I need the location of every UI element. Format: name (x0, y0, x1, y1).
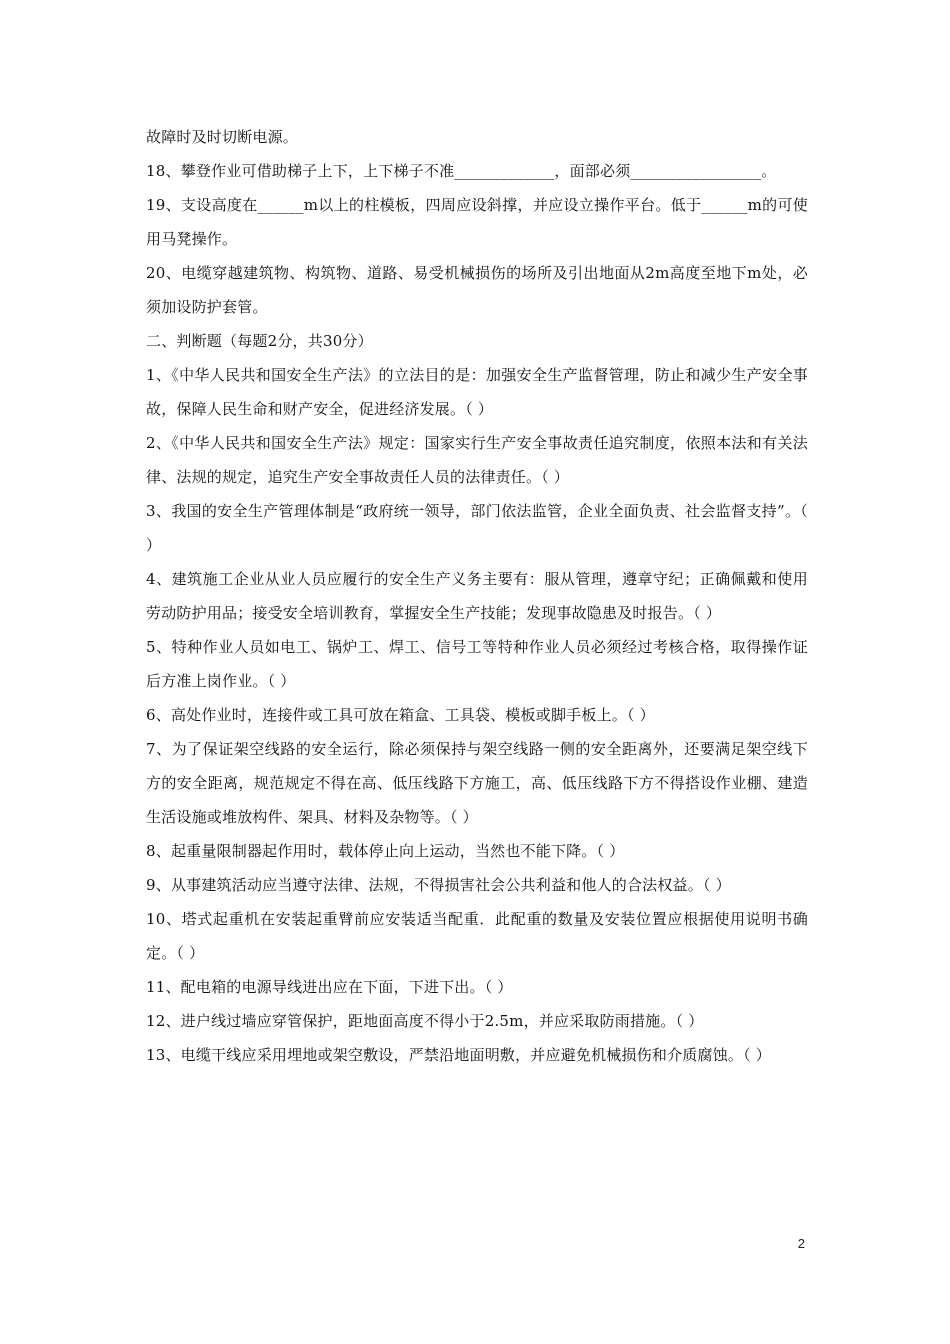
judgment-13: 13、电缆干线应采用埋地或架空敷设，严禁沿地面明敷，并应避免机械损伤和介质腐蚀。（ ） (146, 1046, 771, 1064)
judgment-11: 11、配电箱的电源导线进出应在下面，下进下出。（ ） (146, 978, 513, 996)
judgment-7: 7、为了保证架空线路的安全运行，除必须保持与架空线路一侧的安全距离外，还要满足架空线下方的安全距离，规范规定不得在高、低压线路下方施工，高、低压线路下方不得搭设作业棚、建造生活设施或堆放构件、架具、材料及杂物等。（ ） (146, 740, 808, 826)
judgment-8: 8、起重量限制器起作用时，载体停止向上运动，当然也不能下降。（ ） (146, 842, 625, 860)
judgment-2: 2、《中华人民共和国安全生产法》规定：国家实行生产安全事故责任追究制度，依照本法和有关法律、法规的规定，追究生产安全事故责任人员的法律责任。（ ） (146, 434, 808, 486)
section-heading: 二、判断题（每题2分，共30分） (146, 332, 373, 350)
judgment-1: 1、《中华人民共和国安全生产法》的立法目的是：加强安全生产监督管理，防止和减少生产安全事故，保障人民生命和财产安全，促进经济发展。（ ） (146, 366, 808, 418)
judgment-9: 9、从事建筑活动应当遵守法律、法规，不得损害社会公共利益和他人的合法权益。（ ） (146, 876, 731, 894)
question-18: 18、攀登作业可借助梯子上下，上下梯子不准_____________，面部必须_________________。 (146, 162, 777, 180)
question-20: 20、电缆穿越建筑物、构筑物、道路、易受机械损伤的场所及引出地面从2m高度至地下m处，必须加设防护套管。 (146, 264, 808, 316)
question-19: 19、支设高度在______m以上的柱模板，四周应设斜撑，并应设立操作平台。低于______m的可使用马凳操作。 (146, 196, 808, 248)
judgment-6: 6、高处作业时，连接件或工具可放在箱盒、工具袋、模板或脚手板上。（ ） (146, 706, 655, 724)
judgment-5: 5、特种作业人员如电工、锅炉工、焊工、信号工等特种作业人员必须经过考核合格，取得操作证后方准上岗作业。（ ） (146, 638, 808, 690)
judgment-12: 12、进户线过墙应穿管保护，距地面高度不得小于2.5m，并应采取防雨措施。（ ） (146, 1012, 704, 1030)
page-number: 2 (797, 1236, 805, 1251)
paragraph-continuation: 故障时及时切断电源。 (146, 128, 299, 146)
judgment-4: 4、建筑施工企业从业人员应履行的安全生产义务主要有：服从管理，遵章守纪；正确佩戴和使用劳动防护用品；接受安全培训教育，掌握安全生产技能；发现事故隐患及时报告。（ ） (146, 570, 808, 622)
judgment-3: 3、我国的安全生产管理体制是“政府统一领导，部门依法监管，企业全面负责、社会监督支持”。（ ） (146, 502, 808, 554)
page-body (146, 120, 808, 1072)
judgment-10: 10、塔式起重机在安装起重臂前应安装适当配重．此配重的数量及安装位置应根据使用说明书确定。（ ） (146, 910, 808, 962)
